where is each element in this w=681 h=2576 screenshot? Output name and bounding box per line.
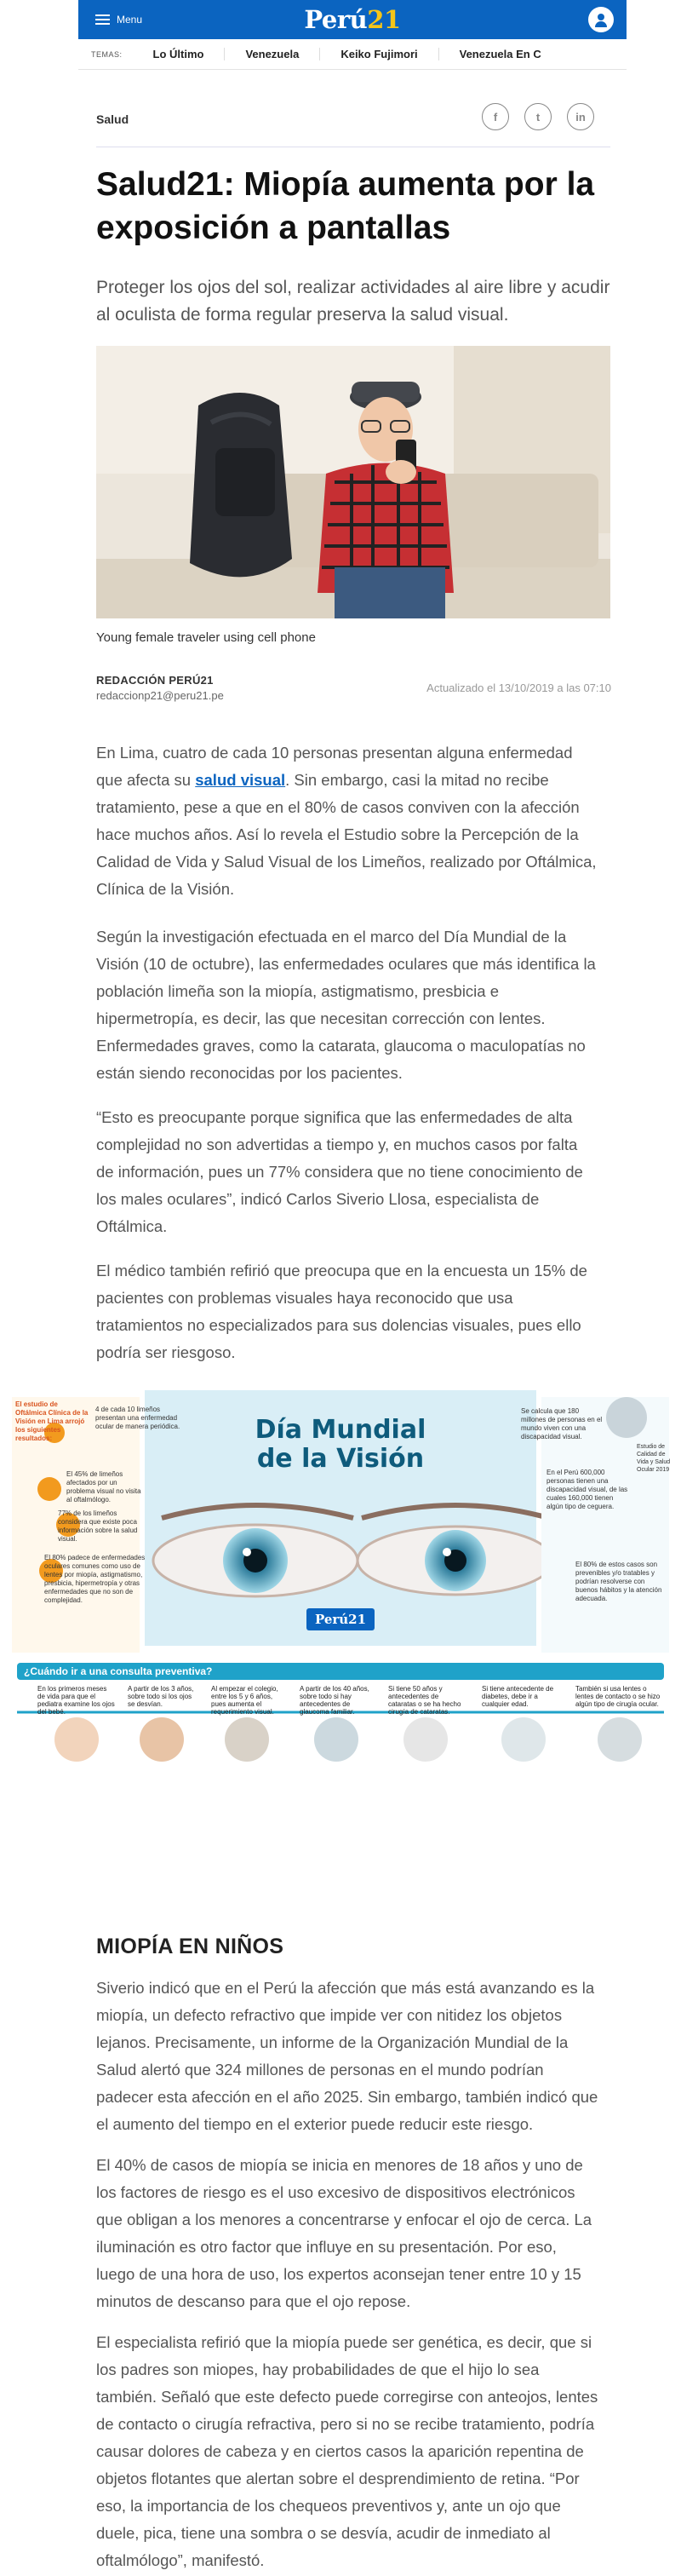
timeline-title: ¿Cuándo ir a una consulta preventiva? [24, 1665, 213, 1677]
infographic-stat: El 45% de limeños afectados por un problema visual no visita al oftalmólogo. [66, 1470, 141, 1504]
user-account-button[interactable] [588, 7, 614, 32]
article-paragraph: Según la investigación efectuada en el marco del Día Mundial de la Visión (10 de octubre), las enfermedades oculares que más identifica la población limeña son la miopía, astigmatismo, presbicia e hipermetropía, es decir, las que necesitan corrección con lentes. Enfermedades graves, como la catarata, glaucoma o maculopatías no están siendo reconocidas por los pacientes. [96, 928, 596, 1082]
timeline-step: Al empezar el colegio, entre los 5 y 6 años, pues aumenta el requerimiento visual. [211, 1685, 278, 1716]
infographic-study-label: Estudio de Calidad de Vida y Salud Ocular 2019 [637, 1444, 671, 1473]
menu-button[interactable] [95, 14, 142, 26]
article-photo [96, 346, 610, 618]
timeline-step: A partir de los 40 años, sobre todo si hay antecedentes de glaucoma familiar. [300, 1685, 369, 1716]
topic-link[interactable]: Lo Último [133, 48, 226, 60]
article-headline: Salud21: Miopía aumenta por la exposición a pantallas [96, 166, 595, 246]
article-paragraph: El especialista refirió que la miopía puede ser genética, es decir, que si los padres son miopes, hay probabilidades de que el hijo lo sea también. Señaló que este defecto puede corregirse con anteojos, lentes de contacto o cirugía refractiva, pero si no se recibe tratamiento, podría causar dolores de cabeza y en ciertos casos la aparición repentina de objetos flotantes que alertan sobre el desprendimiento de retina. “Por eso, la importancia de los chequeos preventivos y, ante un ojo que duele, pica, tiene una sombra o se desvía, acudir de inmediato al oftalmólogo”, manifestó. [96, 2333, 598, 2569]
author-name[interactable]: REDACCIÓN PERÚ21 [96, 674, 214, 687]
facebook-share-button[interactable]: f [482, 103, 509, 130]
timeline-step: Si tiene antecedente de diabetes, debe ir a cualquier edad. [482, 1685, 554, 1708]
article-paragraph: “Esto es preocupante porque significa que las enfermedades de alta complejidad no son advertidas a tiempo y, en muchos casos por falta de información, pues un 77% considera que no tiene conocimiento de los males oculares”, indicó Carlos Siverio Llosa, especialista de Oftálmica. [96, 1108, 583, 1235]
updated-timestamp: Actualizado el 13/10/2019 a las 07:10 [426, 681, 611, 694]
topics-label: TEMAS: [91, 49, 123, 59]
infographic-stat: En el Perú 600,000 personas tienen una discapacidad visual, de las cuales 160,000 tienen algún tipo de ceguera. [547, 1469, 628, 1510]
article-paragraph: Siverio indicó que en el Perú la afección que más está avanzando es la miopía, un defecto refractivo que impide ver con nitidez los objetos lejanos. Precisamente, un informe de la Organización Mundial de la Salud alertó que 324 millones de personas en el mundo podrían padecer esta afección en el año 2025. Sin embargo, también indicó que el aumento del tiempo en el exterior puede reducir este riesgo. [96, 1979, 598, 2133]
topic-link[interactable]: Venezuela [225, 48, 320, 60]
site-logo[interactable] [78, 5, 627, 34]
article-subhead: MIOPÍA EN NIÑOS [96, 1935, 284, 1958]
timeline-step: Si tiene 50 años y antecedentes de cataratas o se ha hecho cirugía de cataratas. [388, 1685, 461, 1716]
infographic-left-intro: El estudio de Oftálmica Clínica de la Visión en Lima arrojó los siguientes resultados: [15, 1400, 89, 1442]
infographic-stat: El 80% padece de enfermedades oculares comunes como uso de lentes por miopía, astigmatismo, presbicia, hipermetropía y otras enfermedades que no son de complejidad. [44, 1554, 146, 1604]
infographic-stat: 77% de los limeños considera que existe poca información sobre la salud visual. [58, 1509, 138, 1543]
article-paragraph: El médico también refirió que preocupa que en la encuesta un 15% de pacientes con problemas visuales haya reconocido que usa tratamientos no especializados para sus dolencias visuales, pues ello podría ser riesgoso. [96, 1262, 587, 1361]
article-dek: Proteger los ojos del sol, realizar actividades al aire libre y acudir al oculista de forma regular preserva la salud visual. [96, 278, 610, 325]
section-label[interactable]: Salud [96, 112, 129, 126]
author-email: redaccionp21@peru21.pe [96, 689, 224, 702]
topic-link[interactable]: Venezuela En C [459, 48, 541, 60]
infographic [0, 1390, 681, 1801]
user-icon [598, 14, 604, 20]
timeline-step: En los primeros meses de vida para que el pediatra examine los ojos del bebé. [37, 1685, 115, 1716]
topics-bar [78, 39, 627, 70]
photo-caption: Young female traveler using cell phone [96, 630, 316, 645]
logo-number: 21 [367, 5, 401, 34]
timeline-step: También si usa lentes o lentes de contacto o se hizo algún tipo de cirugía ocular. [575, 1685, 661, 1708]
hamburger-icon [95, 14, 110, 25]
infographic-stat: El 80% de estos casos son prevenibles y/o tratables y podrían resolverse con buenos hábitos y la atención adecuada. [575, 1561, 662, 1602]
salud-visual-link[interactable]: salud visual [195, 771, 286, 789]
timeline-step: A partir de los 3 años, sobre todo si los ojos se desvían. [128, 1685, 194, 1708]
infographic-logo: Perú21 [314, 1612, 367, 1627]
infographic-stat: 4 de cada 10 limeños presentan una enfermedad ocular de manera periódica. [95, 1406, 180, 1430]
traveler-photo-illustration [96, 346, 610, 618]
menu-label: Menu [117, 14, 143, 26]
logo-text: Perú [304, 5, 368, 34]
topic-link[interactable]: Keiko Fujimori [320, 48, 438, 60]
top-header [78, 0, 627, 39]
linkedin-share-button[interactable]: in [567, 103, 594, 130]
article-paragraph: En Lima, cuatro de cada 10 personas presentan alguna enfermedad que afecta su salud visual. Sin embargo, casi la mitad no recibe tratamiento, pese a que en el 80% de casos conviven con la afección hace muchos años. Así lo revela el Estudio sobre la Percepción de la Calidad de Vida y Salud Visual de los Limeños, realizado por Oftálmica, Clínica de la Visión. [96, 744, 597, 898]
share-buttons [482, 103, 594, 130]
article-paragraph: El 40% de casos de miopía se inicia en menores de 18 años y uno de los factores de riesgo es el uso excesivo de dispositivos electrónicos que obligan a los menores a concentrarse y enfocar el ojo de cerca. La iluminación es otro factor que influye en su presentación. Por eso, luego de una hora de uso, los expertos aconsejan tener entre 10 y 15 minutos de descanso para que el ojo repose. [96, 2156, 592, 2310]
twitter-share-button[interactable]: t [524, 103, 552, 130]
infographic-stat: Se calcula que 180 millones de personas en el mundo viven con una discapacidad visual. [521, 1407, 603, 1440]
infographic-title: Día Mundial de la Visión [255, 1415, 426, 1474]
